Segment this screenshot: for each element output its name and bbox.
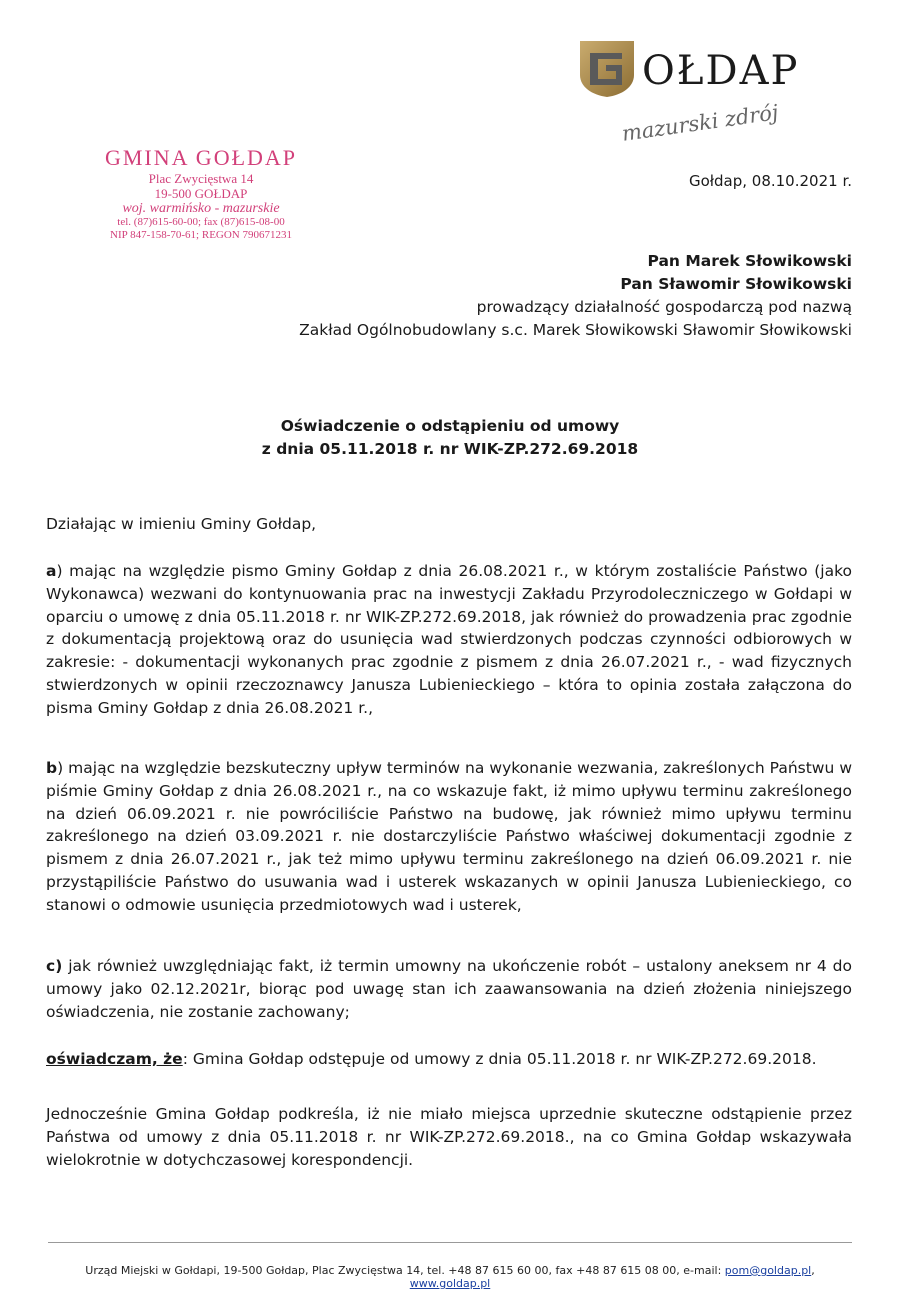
paragraph-a: [46, 560, 852, 720]
municipality-stamp: [76, 145, 326, 242]
footer: [48, 1264, 852, 1290]
paragraph-a-label: a: [46, 562, 57, 580]
closing-paragraph: Jednocześnie Gmina Gołdap podkreśla, iż nie miało miejsca uprzednie skuteczne odstąpienie przez Państwa od umowy z dnia 05.11.2018 r. nr WIK-ZP.272.69.2018., na co Gmina Gołdap wskazywała wielokrotnie w dotychczasowej korespondencji.: [46, 1105, 852, 1169]
paragraph-b-text: ) mając na względzie bezskuteczny upływ terminów na wykonanie wezwania, zakreślonych Państwu w piśmie Gminy Gołdap z dnia 26.08.2021 r., na co wskazuje fakt, iż mimo upływu terminu zakreślonego na dzień 06.09.2021 r. nie powróciliście Państwo na budowę, jak również mimo upływu terminu zakreślonego na dzień 03.09.2021 r. nie dostarczyliście Państwo właściwej dokumentacji zgodnie z pismem z dnia 26.07.2021 r., jak też mimo upływu terminu zakreślonego na dzień 06.09.2021 r. nie przystąpiliście Państwo do usuwania wad i usterek wskazanych w opinii Janusza Lubienieckiego, co stanowi o odmowie usunięcia przedmiotowych wad i usterek,: [46, 759, 852, 914]
declaration-label: oświadczam, że: [46, 1050, 183, 1068]
stamp-ids: NIP 847-158-70-61; REGON 790671231: [110, 229, 292, 241]
logo-wordmark: OŁDAP: [642, 48, 800, 94]
stamp-region: woj. warmińsko - mazurskie: [122, 201, 280, 216]
recipient-name-1: Pan Marek Słowikowski: [647, 252, 852, 270]
letter-subject: [0, 415, 900, 461]
stamp-address: Plac Zwycięstwa 14: [148, 171, 254, 186]
footer-address: Urząd Miejski w Gołdapi, 19-500 Gołdap, Plac Zwycięstwa 14, tel. +48 87 615 60 00, fax +48 87 615 08 00, e-mail:: [85, 1264, 725, 1277]
footer-divider: [48, 1242, 852, 1243]
paragraph-c: [46, 955, 852, 1023]
stamp-phone: tel. (87)615-60-00; fax (87)615-08-00: [117, 216, 285, 228]
subject-line-2: z dnia 05.11.2018 r. nr WIK-ZP.272.69.2018: [261, 440, 639, 458]
recipient-name-2: Pan Sławomir Słowikowski: [620, 275, 852, 293]
paragraph-b: [46, 757, 852, 917]
goldap-emblem-icon: [576, 37, 638, 99]
recipient-company: Zakład Ogólnobudowlany s.c. Marek Słowikowski Sławomir Słowikowski: [299, 321, 852, 339]
paragraph-c-label: c): [46, 957, 63, 975]
stamp-postcode: 19-500 GOŁDAP: [154, 186, 248, 201]
goldap-logo: [576, 28, 799, 108]
recipient-business-line: prowadzący działalność gospodarczą pod nazwą: [476, 298, 852, 316]
greeting: Działając w imieniu Gminy Gołdap,: [46, 515, 317, 533]
footer-separator: ,: [811, 1264, 815, 1277]
subject-line-1: Oświadczenie o odstąpieniu od umowy: [280, 417, 620, 435]
paragraph-c-text: jak również uwzględniając fakt, iż termin umowny na ukończenie robót – ustalony aneksem nr 4 do umowy jako 02.12.2021r, biorąc pod uwagę stan ich zaawansowania na dzień złożenia niniejszego oświadczenia, nie zostanie zachowany;: [46, 957, 852, 1021]
recipient-block: [299, 250, 852, 342]
footer-website-link[interactable]: www.goldap.pl: [409, 1277, 491, 1290]
declaration-paragraph: [46, 1048, 852, 1071]
paragraph-a-text: ) mając na względzie pismo Gminy Gołdap z dnia 26.08.2021 r., w którym zostaliście Państwo (jako Wykonawca) wezwani do kontynuowania prac na inwestycji Zakładu Przyrodoleczniczego w Gołdapi w oparciu o umowę z dnia 05.11.2018 r. nr WIK-ZP.272.69.2018, jak również do prowadzenia prac zgodnie z dokumentacją projektową oraz do usunięcia wad stwierdzonych podczas czynności odbiorowych w zakresie: - dokumentacji wykonanych prac zgodnie z pismem z dnia 26.07.2021 r., - wad fizycznych stwierdzonych w opinii rzeczoznawcy Janusza Lubienieckiego – która to opinia została załączona do pisma Gminy Gołdap z dnia 26.08.2021 r.,: [46, 562, 852, 717]
declaration-text: : Gmina Gołdap odstępuje od umowy z dnia 05.11.2018 r. nr WIK-ZP.272.69.2018.: [182, 1050, 817, 1068]
paragraph-b-label: b: [46, 759, 58, 777]
logo-motto: mazurski zdrój: [620, 100, 780, 146]
footer-email-link[interactable]: pom@goldap.pl: [724, 1264, 812, 1277]
stamp-name: GMINA GOŁDAP: [104, 145, 298, 170]
letter-date: Gołdap, 08.10.2021 r.: [688, 172, 852, 190]
